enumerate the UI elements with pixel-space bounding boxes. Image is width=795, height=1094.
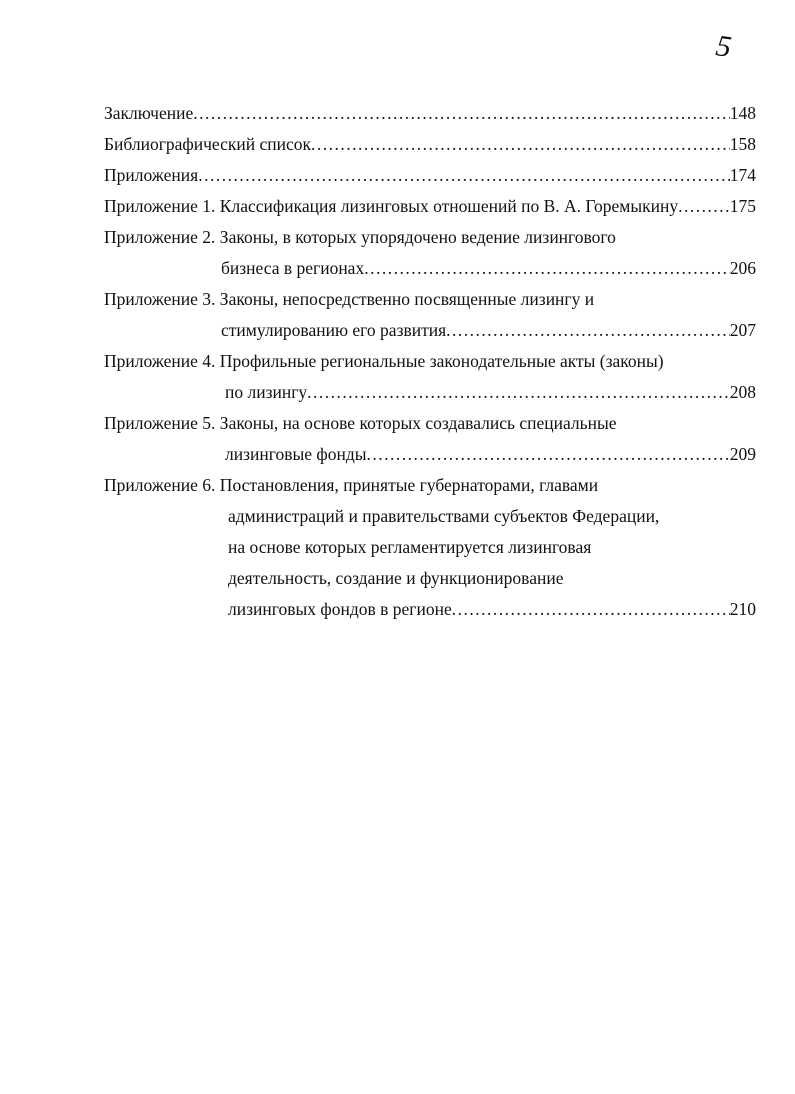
toc-entry-appendix-6-title: Приложение 6. Постановления, принятые губернаторами, главами [104,475,599,495]
toc-entry-title: Приложения [104,165,199,185]
toc-entry-appendix-6-line2: администраций и правительствами субъектов Федерации, [228,506,660,526]
toc-entry-appendices [104,160,756,191]
dot-leader [193,98,730,129]
dot-leader [446,315,730,346]
toc-entry-conclusion [104,98,756,129]
handwritten-page-number: 5 [713,29,734,64]
toc-entry-page: 174 [729,165,756,185]
toc-entry-title: Заключение [104,103,194,123]
toc-entry-page: 158 [729,134,756,154]
toc-entry-title: стимулированию его развития [221,320,447,340]
toc-entry-page: 148 [729,103,756,123]
dot-leader [367,439,730,470]
toc-entry-page: 175 [729,196,756,216]
toc-entry-appendix-3-title: Приложение 3. Законы, непосредственно посвященные лизингу и [104,289,595,309]
toc-entry-page: 206 [729,258,756,278]
toc-entry-appendix-6-line3: на основе которых регламентируется лизинговая [228,537,592,557]
toc-entry-page: 210 [729,599,756,619]
toc-entry-appendix-3 [104,315,756,346]
dot-leader [311,129,730,160]
toc-entry-title: Библиографический список [104,134,312,154]
toc-entry-appendix-1 [104,191,756,222]
dot-leader [364,253,730,284]
toc-entry-appendix-6-line4: деятельность, создание и функционирование [228,568,564,588]
toc-entry-appendix-5-title: Приложение 5. Законы, на основе которых создавались специальные [104,413,617,433]
toc-entry-appendix-4-title: Приложение 4. Профильные региональные законодательные акты (законы) [104,351,664,371]
toc-entry-title: лизинговые фонды [225,444,367,464]
toc-entry-title: Приложение 1. Классификация лизинговых отношений по В. А. Горемыкину [104,196,679,216]
table-of-contents [104,98,756,625]
toc-entry-appendix-4 [104,377,756,408]
toc-entry-page: 208 [729,382,756,402]
toc-entry-appendix-5 [104,439,756,470]
toc-entry-appendix-2-title: Приложение 2. Законы, в которых упорядочено ведение лизингового [104,227,616,247]
dot-leader [678,191,730,222]
toc-entry-appendix-6 [104,594,756,625]
toc-entry-title: лизинговых фондов в регионе [228,599,452,619]
toc-entry-title: по лизингу [225,382,308,402]
dot-leader [198,160,730,191]
toc-entry-appendix-2 [104,253,756,284]
dot-leader [307,377,730,408]
toc-entry-page: 207 [729,320,756,340]
toc-entry-title: бизнеса в регионах [221,258,365,278]
dot-leader [452,594,730,625]
toc-entry-bibliography [104,129,756,160]
toc-entry-page: 209 [729,444,756,464]
